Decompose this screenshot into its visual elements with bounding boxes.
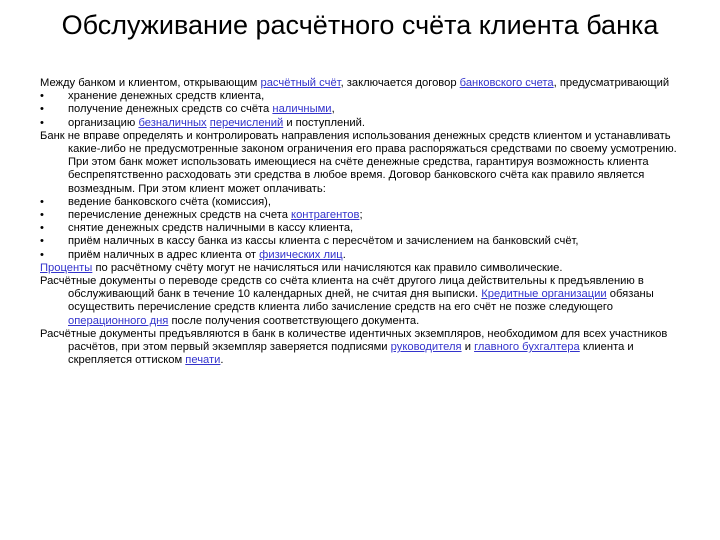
- bullet-icon: •: [40, 209, 44, 222]
- list-item: [40, 103, 680, 116]
- link-counterparties[interactable]: контрагентов: [291, 209, 360, 222]
- text-segment: и: [461, 341, 475, 354]
- list-item: [40, 249, 680, 262]
- link-settlement-account[interactable]: расчётный счёт: [260, 77, 341, 89]
- link-seal[interactable]: печати: [185, 354, 221, 367]
- text-segment: Между банком и клиентом, открывающим: [40, 77, 261, 89]
- bullet-icon: •: [40, 90, 44, 103]
- text-segment: и поступлений.: [283, 116, 365, 129]
- link-cash[interactable]: наличными: [272, 103, 332, 116]
- text-segment: приём наличных в адрес клиента от: [68, 248, 260, 261]
- link-credit-organizations[interactable]: Кредитные организации: [481, 288, 607, 301]
- text-segment: Банк не вправе определять и контролировать направления использования денежных средств клиентом и устанавливать какие-либо не предусмотренные законом ограничения его права распоряжаться средствами по своему усмотрению. При этом банк может использовать имеющиеся на счёте денежные средства, гарантируя возможность клиента беспрепятственно расходовать эти средства в любое время. Договор банковского счёта как правило является возмездным. При этом клиент может оплачивать:: [40, 129, 677, 195]
- slide-body: [40, 77, 680, 367]
- bullet-icon: •: [40, 195, 44, 208]
- link-individuals[interactable]: физических лиц: [259, 248, 343, 261]
- text-segment: приём наличных в кассу банка из кассы клиента с пересчётом и зачислением на банковский счёт,: [68, 235, 579, 248]
- link-chief-accountant[interactable]: главного бухгалтера: [474, 341, 580, 354]
- link-bank-account-agreement[interactable]: банковского счета: [459, 77, 554, 89]
- text-segment: после получения соответствующего документа.: [168, 314, 420, 327]
- text-segment: Расчётные документы предъявляются в банк в количестве идентичных экземпляров, необходимом для всех участников расчётов, при этом первый экземпляр заверяется подписями: [40, 327, 668, 354]
- text-segment: .: [220, 354, 224, 367]
- text-segment: клиента и скрепляется оттиском: [68, 341, 634, 367]
- text-segment: хранение денежных средств клиента,: [68, 90, 265, 103]
- text-segment: Расчётные документы о переводе средств со счёта клиента на счёт другого лица действительны к предъявлению в обслуживающий банк в течение 10 календарных дней, не считая дня выписки.: [40, 275, 644, 301]
- list-item: [40, 117, 680, 130]
- paragraph-bank-restrictions: [40, 130, 680, 196]
- bullet-icon: •: [40, 248, 44, 261]
- text-segment: ведение банковского счёта (комиссия),: [68, 195, 271, 208]
- list-item: [40, 209, 680, 222]
- slide-title: Обслуживание расчётного счёта клиента банка: [61, 10, 659, 40]
- link-interest[interactable]: Проценты: [40, 261, 93, 274]
- list-item: [40, 90, 680, 103]
- link-head[interactable]: руководителя: [390, 341, 462, 354]
- text-segment: .: [342, 248, 346, 261]
- text-segment: по расчётному счёту могут не начисляться или начисляются как правило символические.: [92, 261, 563, 274]
- paragraph-document-copies: [40, 328, 680, 368]
- link-transfers[interactable]: перечислений: [209, 116, 284, 129]
- link-operational-day[interactable]: операционного дня: [68, 314, 169, 327]
- text-segment: организацию: [68, 116, 139, 129]
- text-segment: ,: [331, 103, 335, 116]
- link-cashless[interactable]: безналичных: [138, 116, 207, 129]
- bullet-icon: •: [40, 116, 44, 129]
- list-item: [40, 222, 680, 235]
- text-segment: ;: [359, 209, 363, 222]
- bullet-icon: •: [40, 235, 44, 248]
- paragraph-payment-documents: [40, 275, 680, 328]
- text-segment: снятие денежных средств наличными в кассу клиента,: [68, 222, 354, 235]
- paragraph-interest: [40, 262, 680, 275]
- text-segment: обязаны осуществить перечисление средств клиента либо зачисление средств на его счёт не позже следующего: [68, 288, 654, 314]
- text-segment: , предусматривающий: [553, 77, 670, 89]
- bullet-icon: •: [40, 103, 44, 116]
- text-segment: получение денежных средств со счёта: [68, 103, 273, 116]
- text-segment: , заключается договор: [340, 77, 460, 89]
- list-item: [40, 196, 680, 209]
- bullet-icon: •: [40, 222, 44, 235]
- text-segment: перечисление денежных средств на счета: [68, 209, 292, 222]
- list-item: [40, 235, 680, 248]
- paragraph-account-agreement: [40, 77, 680, 90]
